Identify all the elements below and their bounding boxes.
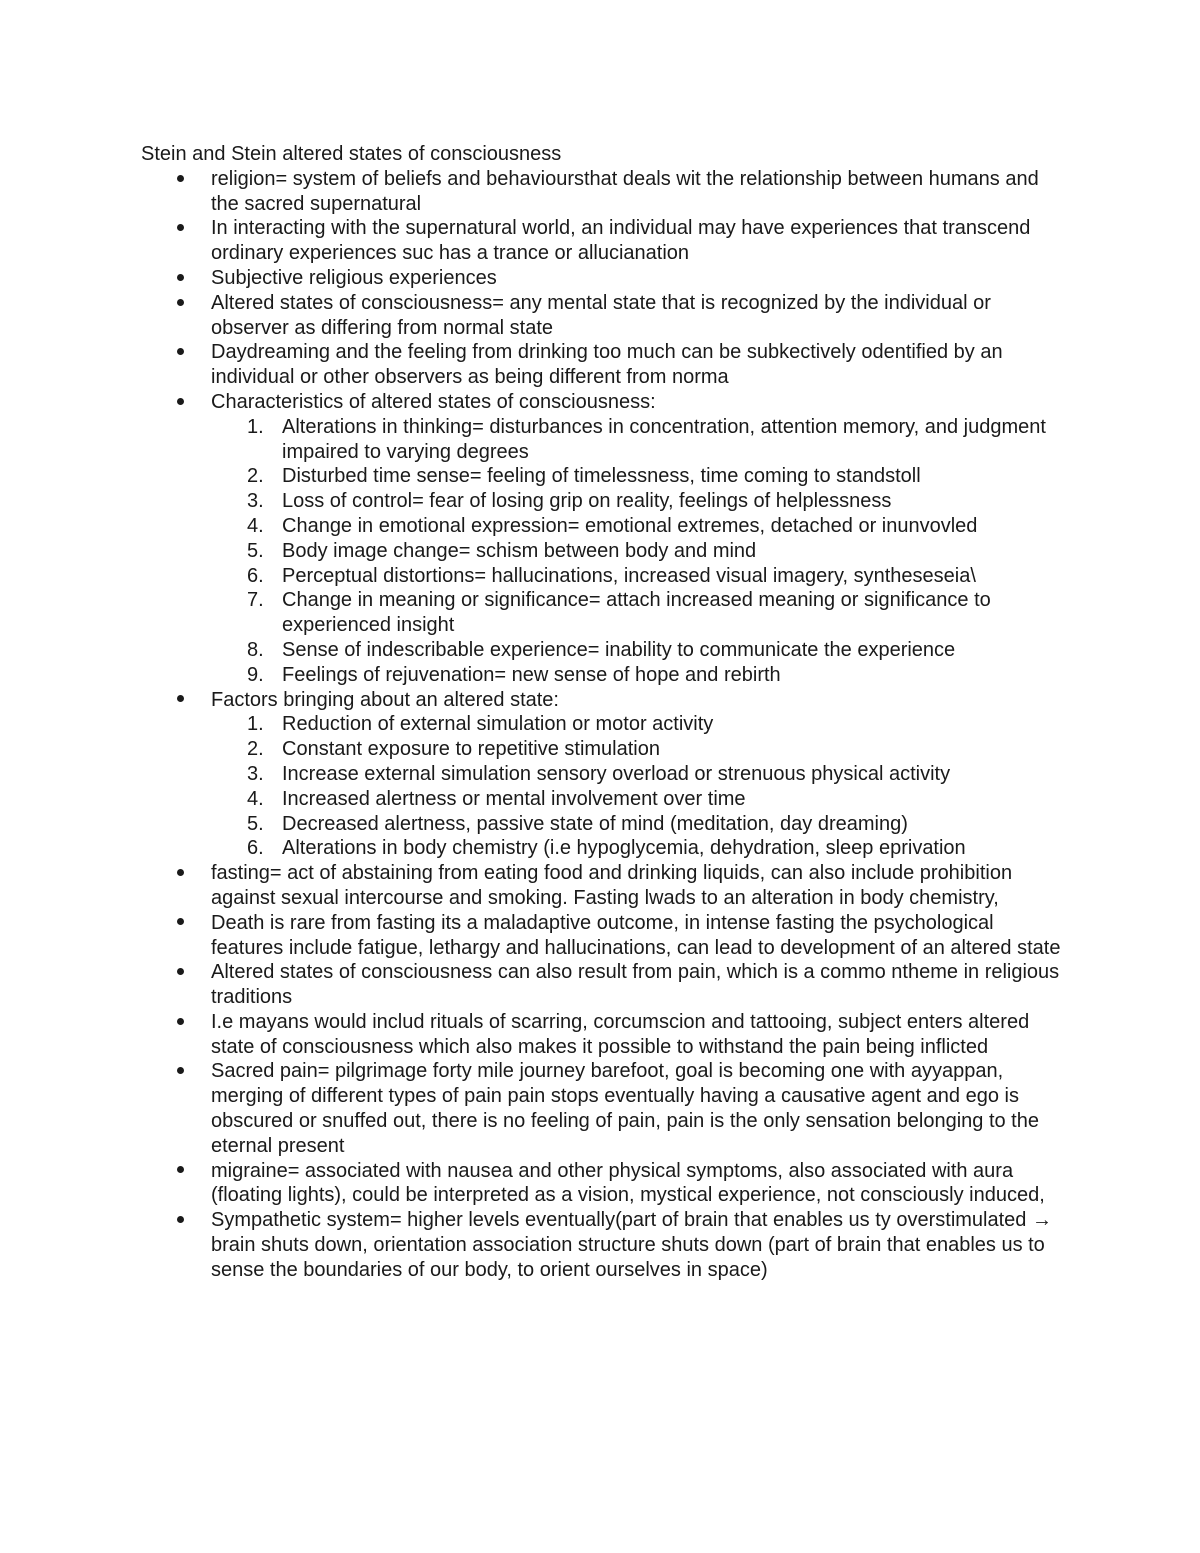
bullet-item (141, 1159, 1061, 1209)
bullet-item (141, 340, 1061, 390)
bullet-text: Altered states of consciousness can also result from pain, which is a commo ntheme in religious traditions (211, 961, 1060, 1009)
item-number: 6. (247, 837, 264, 860)
bullet-text: Death is rare from fasting its a maladaptive outcome, in intense fasting the psychological features include fatigue, lethargy and hallucinations, can lead to development of an altered state (211, 911, 1061, 959)
numbered-list (211, 712, 1061, 861)
numbered-item (211, 762, 1061, 787)
item-number: 5. (247, 812, 264, 835)
bullet-item (141, 266, 1061, 291)
item-number: 9. (247, 663, 264, 686)
bullet-text: Subjective religious experiences (211, 266, 497, 289)
bullet-item (141, 960, 1061, 1010)
bullet-item (141, 1010, 1061, 1060)
bullet-item (141, 911, 1061, 961)
bullet-list (141, 167, 1061, 1283)
numbered-item (211, 663, 1061, 688)
bullet-text: I.e mayans would includ rituals of scarring, corcumscion and tattooing, subject enters altered state of consciousness which also makes it possible to withstand the pain being inflicted (211, 1010, 1030, 1058)
bullet-icon (174, 216, 186, 241)
bullet-text: Sacred pain= pilgrimage forty mile journey barefoot, goal is becoming one with ayyappan, merging of different types of pain pain stops eventually having a causative agent and ego is obscured or snuffed out, there is no feeling of pain, pain is the only sensation belonging to the eternal present (211, 1060, 1039, 1157)
bullet-text: Characteristics of altered states of consciousness: (211, 390, 656, 413)
item-number: 7. (247, 589, 264, 612)
item-number: 2. (247, 738, 264, 761)
bullet-item (141, 861, 1061, 911)
item-number: 4. (247, 514, 264, 537)
bullet-text: In interacting with the supernatural world, an individual may have experiences that transcend ordinary experiences suc has a trance or allucianation (211, 217, 1031, 265)
bullet-item (141, 688, 1061, 862)
item-number: 4. (247, 787, 264, 810)
numbered-item (211, 712, 1061, 737)
bullet-icon (174, 1010, 186, 1035)
bullet-text: fasting= act of abstaining from eating food and drinking liquids, can also include prohibition against sexual intercourse and smoking. Fasting lwads to an alteration in body chemistry, (211, 862, 1013, 909)
numbered-item (211, 514, 1061, 539)
bullet-icon (174, 1159, 186, 1184)
bullet-icon (174, 960, 186, 985)
bullet-text: Daydreaming and the feeling from drinking too much can be subkectively odentified by an individual or other observers as being different from norma (211, 341, 1003, 389)
numbered-item-text: Alterations in body chemistry (i.e hypoglycemia, dehydration, sleep eprivation (282, 837, 966, 860)
numbered-list (211, 415, 1061, 688)
numbered-item (211, 638, 1061, 663)
numbered-item-text: Loss of control= fear of losing grip on reality, feelings of helplessness (282, 490, 892, 513)
bullet-text: migraine= associated with nausea and other physical symptoms, also associated with aura (floating lights), could be interpreted as a vision, mystical experience, not consciously induced, (211, 1159, 1045, 1207)
bullet-icon (174, 861, 186, 886)
bullet-icon (174, 911, 186, 936)
numbered-item (211, 836, 1061, 861)
bullet-icon (174, 1059, 186, 1084)
bullet-item (141, 1059, 1061, 1158)
bullet-icon (174, 266, 186, 291)
numbered-item (211, 812, 1061, 837)
numbered-item (211, 737, 1061, 762)
item-number: 5. (247, 539, 264, 562)
bullet-icon (174, 340, 186, 365)
item-number: 1. (247, 713, 264, 736)
bullet-icon (174, 291, 186, 316)
bullet-text: Sympathetic system= higher levels eventually(part of brain that enables us ty overstimulated → brain shuts down, orientation association structure shuts down (part of brain that enables us to sense the boundaries of our body, to orient ourselves in space) (211, 1209, 1052, 1281)
bullet-item (141, 291, 1061, 341)
numbered-item-text: Increased alertness or mental involvement over time (282, 787, 746, 810)
document-title: Stein and Stein altered states of consciousness (141, 143, 562, 165)
item-number: 3. (247, 490, 264, 513)
numbered-item (211, 464, 1061, 489)
bullet-icon (174, 167, 186, 192)
numbered-item (211, 489, 1061, 514)
bullet-item (141, 390, 1061, 688)
item-number: 8. (247, 638, 264, 661)
item-number: 1. (247, 415, 264, 438)
numbered-item-text: Reduction of external simulation or motor activity (282, 713, 714, 736)
numbered-item-text: Change in meaning or significance= attach increased meaning or significance to experienced insight (282, 589, 991, 637)
bullet-item (141, 216, 1061, 266)
numbered-item (211, 415, 1061, 465)
bullet-text: Factors bringing about an altered state: (211, 688, 559, 711)
numbered-item (211, 787, 1061, 812)
bullet-item (141, 1208, 1061, 1282)
numbered-item-text: Sense of indescribable experience= inability to communicate the experience (282, 638, 956, 661)
item-number: 2. (247, 465, 264, 488)
numbered-item-text: Decreased alertness, passive state of mind (meditation, day dreaming) (282, 812, 908, 835)
bullet-item (141, 167, 1061, 217)
numbered-item-text: Constant exposure to repetitive stimulation (282, 738, 660, 761)
bullet-icon (174, 1208, 186, 1233)
bullet-text: Altered states of consciousness= any mental state that is recognized by the individual or observer as differing from normal state (211, 291, 991, 339)
numbered-item (211, 564, 1061, 589)
numbered-item-text: Body image change= schism between body and mind (282, 539, 757, 562)
item-number: 6. (247, 564, 264, 587)
document-page (141, 142, 1061, 1283)
numbered-item-text: Feelings of rejuvenation= new sense of hope and rebirth (282, 663, 781, 686)
numbered-item (211, 539, 1061, 564)
numbered-item-text: Change in emotional expression= emotional extremes, detached or inunvovled (282, 514, 978, 537)
bullet-icon (174, 688, 186, 713)
numbered-item (211, 588, 1061, 638)
numbered-item-text: Increase external simulation sensory overload or strenuous physical activity (282, 762, 951, 785)
bullet-text: religion= system of beliefs and behavioursthat deals wit the relationship between humans and the sacred supernatural (211, 167, 1039, 215)
numbered-item-text: Alterations in thinking= disturbances in concentration, attention memory, and judgment impaired to varying degrees (282, 415, 1046, 463)
item-number: 3. (247, 762, 264, 785)
numbered-item-text: Disturbed time sense= feeling of timelessness, time coming to standstoll (282, 465, 921, 488)
bullet-icon (174, 390, 186, 415)
numbered-item-text: Perceptual distortions= hallucinations, increased visual imagery, syntheseseia\ (282, 564, 976, 587)
